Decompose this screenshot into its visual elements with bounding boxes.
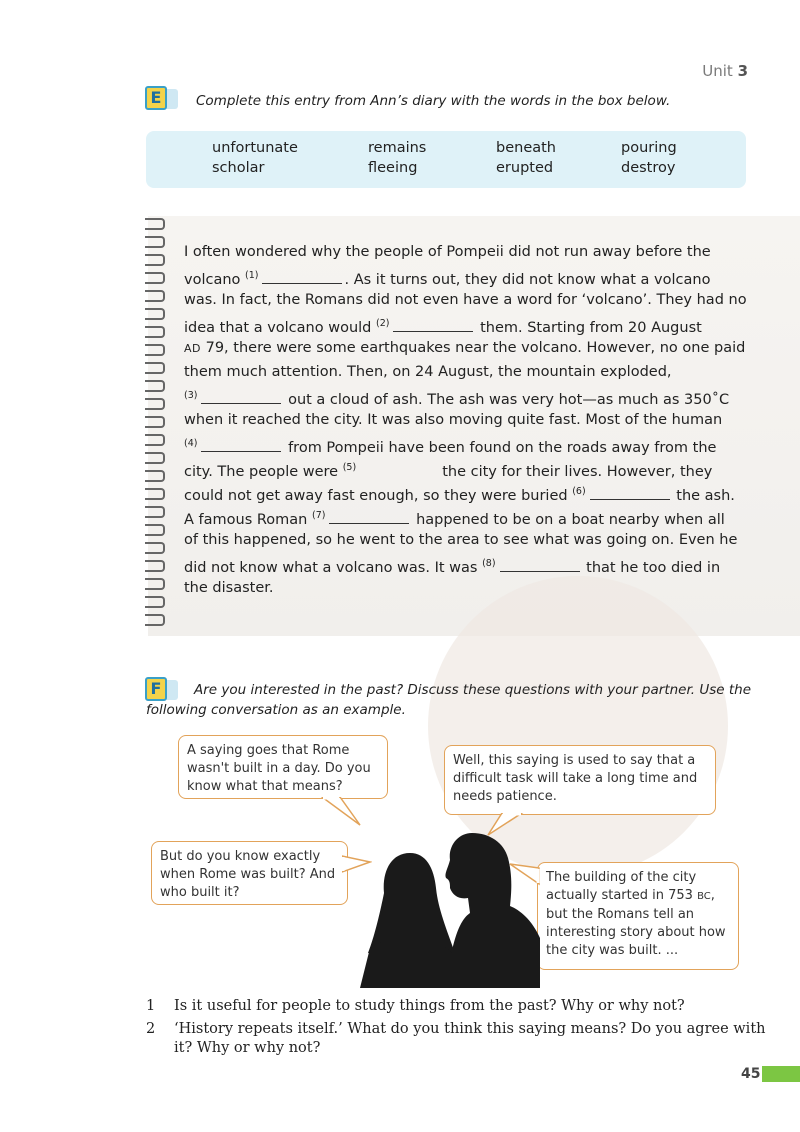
diary-line: volcano $^{(1)}$ . As it turns out, they did not know what a volcano bbox=[184, 270, 711, 288]
question-2: 2 ‘History repeats itself.’ What do you think this saying means? Do you agree with it? Why or why not? bbox=[146, 1021, 766, 1056]
diary-line: city. The people were $^{(5)}$ the city for their lives. However, they bbox=[184, 462, 713, 480]
diary-line: idea that a volcano would $^{(2)}$ them. Starting from 20 August bbox=[184, 318, 702, 336]
diary-line: could not get away fast enough, so they were buried $^{(6)}$ the ash. bbox=[184, 486, 735, 504]
diary-line: did not know what a volcano was. It was $^{(8)}$ that he too died in bbox=[184, 558, 721, 576]
word-item: fleeing bbox=[368, 160, 418, 176]
spiral-binding bbox=[145, 214, 165, 634]
section-f-instruction-line1: Are you interested in the past? Discuss these questions with your partner. Use the bbox=[194, 682, 752, 698]
blank-1[interactable] bbox=[262, 269, 342, 284]
word-item: unfortunate bbox=[212, 140, 298, 156]
question-1: 1 Is it useful for people to study things from the past? Why or why not? bbox=[146, 998, 685, 1014]
word-box bbox=[146, 131, 746, 188]
diary-line: them much attention. Then, on 24 August, the mountain exploded, bbox=[184, 364, 672, 380]
diary-line: when it reached the city. It was also moving quite fast. Most of the human bbox=[184, 412, 723, 428]
diary-line: the disaster. bbox=[184, 580, 274, 596]
people-silhouettes bbox=[360, 828, 540, 988]
word-item: remains bbox=[368, 140, 427, 156]
speech-bubble-4: The building of the city actually started in 753 BC, but the Romans tell an interesting story about how the city was built. ... bbox=[537, 862, 739, 970]
man-silhouette bbox=[445, 833, 540, 988]
speech-bubble-1: A saying goes that Rome wasn't built in a day. Do you know what that means? bbox=[178, 735, 388, 799]
woman-silhouette bbox=[360, 853, 460, 988]
blank-7[interactable] bbox=[329, 509, 409, 524]
diary-line: $^{(4)}$ from Pompeii have been found on the roads away from the bbox=[184, 438, 717, 456]
word-item: erupted bbox=[496, 160, 554, 176]
section-f-badge: F bbox=[145, 677, 167, 701]
bubble-1-tail bbox=[320, 797, 364, 827]
blank-4[interactable] bbox=[201, 437, 281, 452]
blank-6[interactable] bbox=[590, 485, 670, 500]
diary-line: was. In fact, the Romans did not even have a word for ‘volcano’. They had no bbox=[184, 292, 747, 308]
section-e-instruction: Complete this entry from Ann’s diary with the words in the box below. bbox=[196, 93, 671, 109]
blank-3[interactable] bbox=[201, 389, 281, 404]
speech-bubble-2: Well, this saying is used to say that a difficult task will take a long time and needs patience. bbox=[444, 745, 716, 815]
diary-line: AD 79, there were some earthquakes near the volcano. However, no one paid bbox=[184, 340, 746, 356]
blank-8[interactable] bbox=[500, 557, 580, 572]
page-number: 45 bbox=[741, 1066, 761, 1082]
diary-line: $^{(3)}$ out a cloud of ash. The ash was very hot—as much as 350˚C bbox=[184, 390, 730, 408]
speech-bubble-3: But do you know exactly when Rome was built? And who built it? bbox=[151, 841, 348, 905]
page-accent-bar bbox=[762, 1066, 800, 1082]
diary-line: A famous Roman $^{(7)}$ happened to be on a boat nearby when all bbox=[184, 510, 725, 528]
diary-line: of this happened, so he went to the area to see what was going on. Even he bbox=[184, 532, 738, 548]
unit-label: Unit 3 bbox=[702, 62, 748, 80]
diary-entry bbox=[184, 240, 747, 600]
section-e-badge: E bbox=[145, 86, 167, 110]
word-item: destroy bbox=[621, 160, 676, 176]
word-item: pouring bbox=[621, 140, 677, 156]
word-item: scholar bbox=[212, 160, 265, 176]
section-f-instruction-line2: following conversation as an example. bbox=[146, 702, 406, 718]
diary-line: I often wondered why the people of Pompeii did not run away before the bbox=[184, 244, 711, 260]
blank-2[interactable] bbox=[393, 317, 473, 332]
word-item: beneath bbox=[496, 140, 556, 156]
